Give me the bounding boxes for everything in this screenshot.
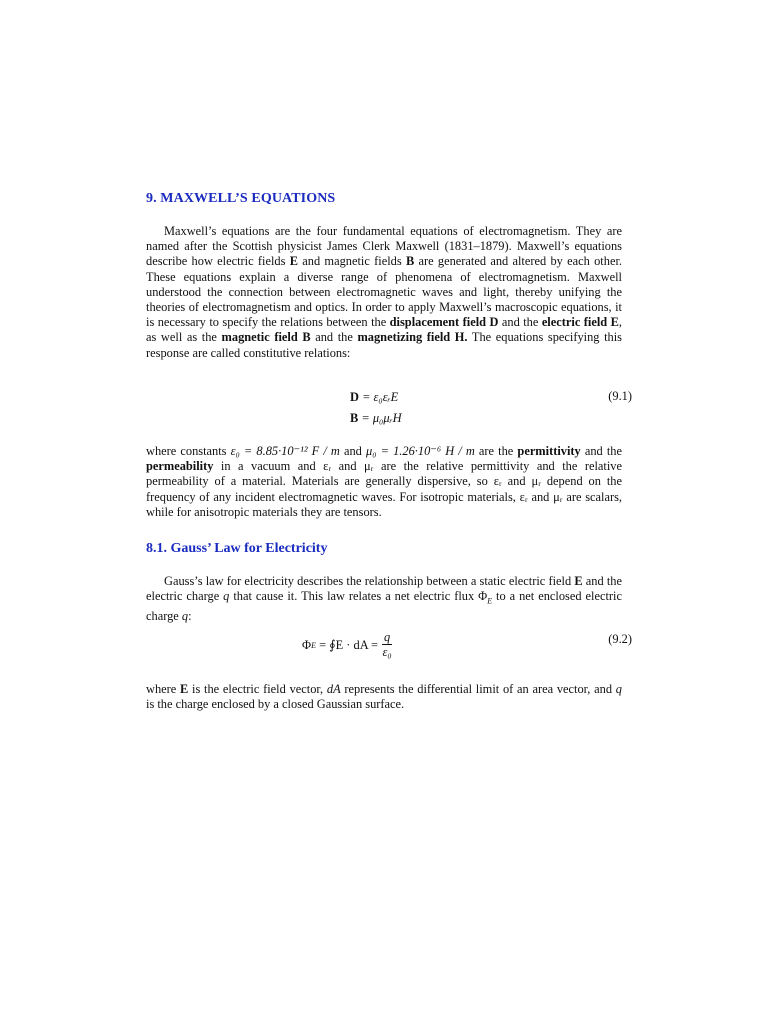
gauss-paragraph — [146, 574, 622, 624]
text-span: and magnetic fields — [297, 254, 406, 269]
bold-term: permeability — [146, 459, 214, 474]
fraction — [382, 630, 392, 660]
bold-term: B — [405, 254, 415, 269]
text-span: , as well as the — [146, 315, 622, 345]
equation-number: (9.1) — [608, 389, 632, 403]
bold-term: E — [289, 254, 298, 269]
fraction-denominator: ε₀ — [382, 645, 392, 659]
bold-term: magnetizing field H. — [357, 330, 468, 345]
text-span: and — [339, 444, 366, 458]
text-span: where constants — [146, 444, 231, 458]
math-inline: μ₀ = 1.26·10⁻⁶ H / m — [365, 444, 475, 458]
equation-number: (9.2) — [608, 632, 632, 646]
text-span: Maxwell’s equations are the four fundamental equations of electromagnetism. They are named after the Scottish physicist James Clerk Maxwell (1831–1879). Maxwell’s equations describe how electric fields — [146, 224, 622, 269]
math-inline: q — [615, 682, 622, 696]
text-span: and the — [310, 330, 358, 345]
bold-term: permittivity — [517, 444, 581, 458]
equation-9-1-line2 — [350, 411, 402, 426]
text-span: and the — [580, 444, 622, 458]
equation-9-2 — [302, 630, 392, 660]
definition-paragraph — [146, 682, 622, 712]
text-span: are the — [474, 444, 518, 458]
section-heading: 9. MAXWELL’S EQUATIONS — [146, 191, 336, 206]
text-span: and the — [498, 315, 542, 330]
math-inline: q — [223, 589, 230, 604]
equation-9-1-line1 — [350, 390, 398, 405]
math-subscript: E — [487, 596, 493, 606]
bold-term: E — [180, 682, 189, 696]
equation-middle: = ∮E · dA = — [319, 638, 379, 652]
constants-paragraph — [146, 444, 622, 520]
subsection-heading: 8.1. Gauss’ Law for Electricity — [146, 541, 328, 556]
equation-lhs: B — [350, 411, 359, 425]
text-span: : — [188, 608, 192, 623]
text-span: to a net enclosed electric charge — [146, 589, 622, 623]
math-inline: ε₀ = 8.85·10⁻¹² F / m — [230, 444, 340, 458]
text-span: The equations specifying this response are called constitutive relations: — [146, 330, 622, 360]
fraction-numerator: q — [384, 630, 391, 644]
math-inline: q — [181, 608, 189, 623]
text-span: are generated and altered by each other. These equations explain a diverse range of phenomena of electromagnetism. Maxwell understood the connection between electromagnetic waves and light, thereby unifying the theories of electromagnetism and optics. In order to apply Maxwell’s macroscopic equations, it is necessary to specify the relations between the — [146, 254, 622, 330]
text-span: in a vacuum and εᵣ and μᵣ are the relative permittivity and the relative permeability of a material. Materials are generally dispersive, so εᵣ and μᵣ depend on the frequency of any incident electromagnetic waves. For isotropic materials, εᵣ and μᵣ are scalars, while for anisotropic materials they are tensors. — [146, 459, 622, 519]
equation-lhs: Φ — [302, 637, 312, 652]
equation-rhs: = ε₀εᵣE — [362, 390, 399, 404]
intro-paragraph — [146, 224, 622, 361]
text-span: that cause it. This law relates a net electric flux Φ — [229, 589, 488, 604]
bold-term: E — [574, 574, 583, 588]
text-span: where — [146, 682, 181, 696]
text-span: represents the differential limit of an area vector, and — [340, 682, 616, 696]
text-span: is the electric field vector, — [188, 682, 327, 696]
equation-rhs: = μ₀μᵣH — [361, 411, 402, 425]
bold-term: magnetic field B — [221, 330, 311, 345]
text-span: and the electric charge — [146, 574, 622, 604]
text-span: Gauss’s law for electricity describes the relationship between a static electric field — [164, 574, 575, 588]
bold-term: displacement field D — [389, 315, 499, 330]
equation-lhs: D — [350, 390, 359, 404]
math-subscript: E — [311, 640, 316, 650]
text-span: is the charge enclosed by a closed Gaussian surface. — [146, 697, 405, 712]
bold-term: electric field E — [541, 315, 619, 330]
math-inline: dA — [326, 682, 341, 696]
